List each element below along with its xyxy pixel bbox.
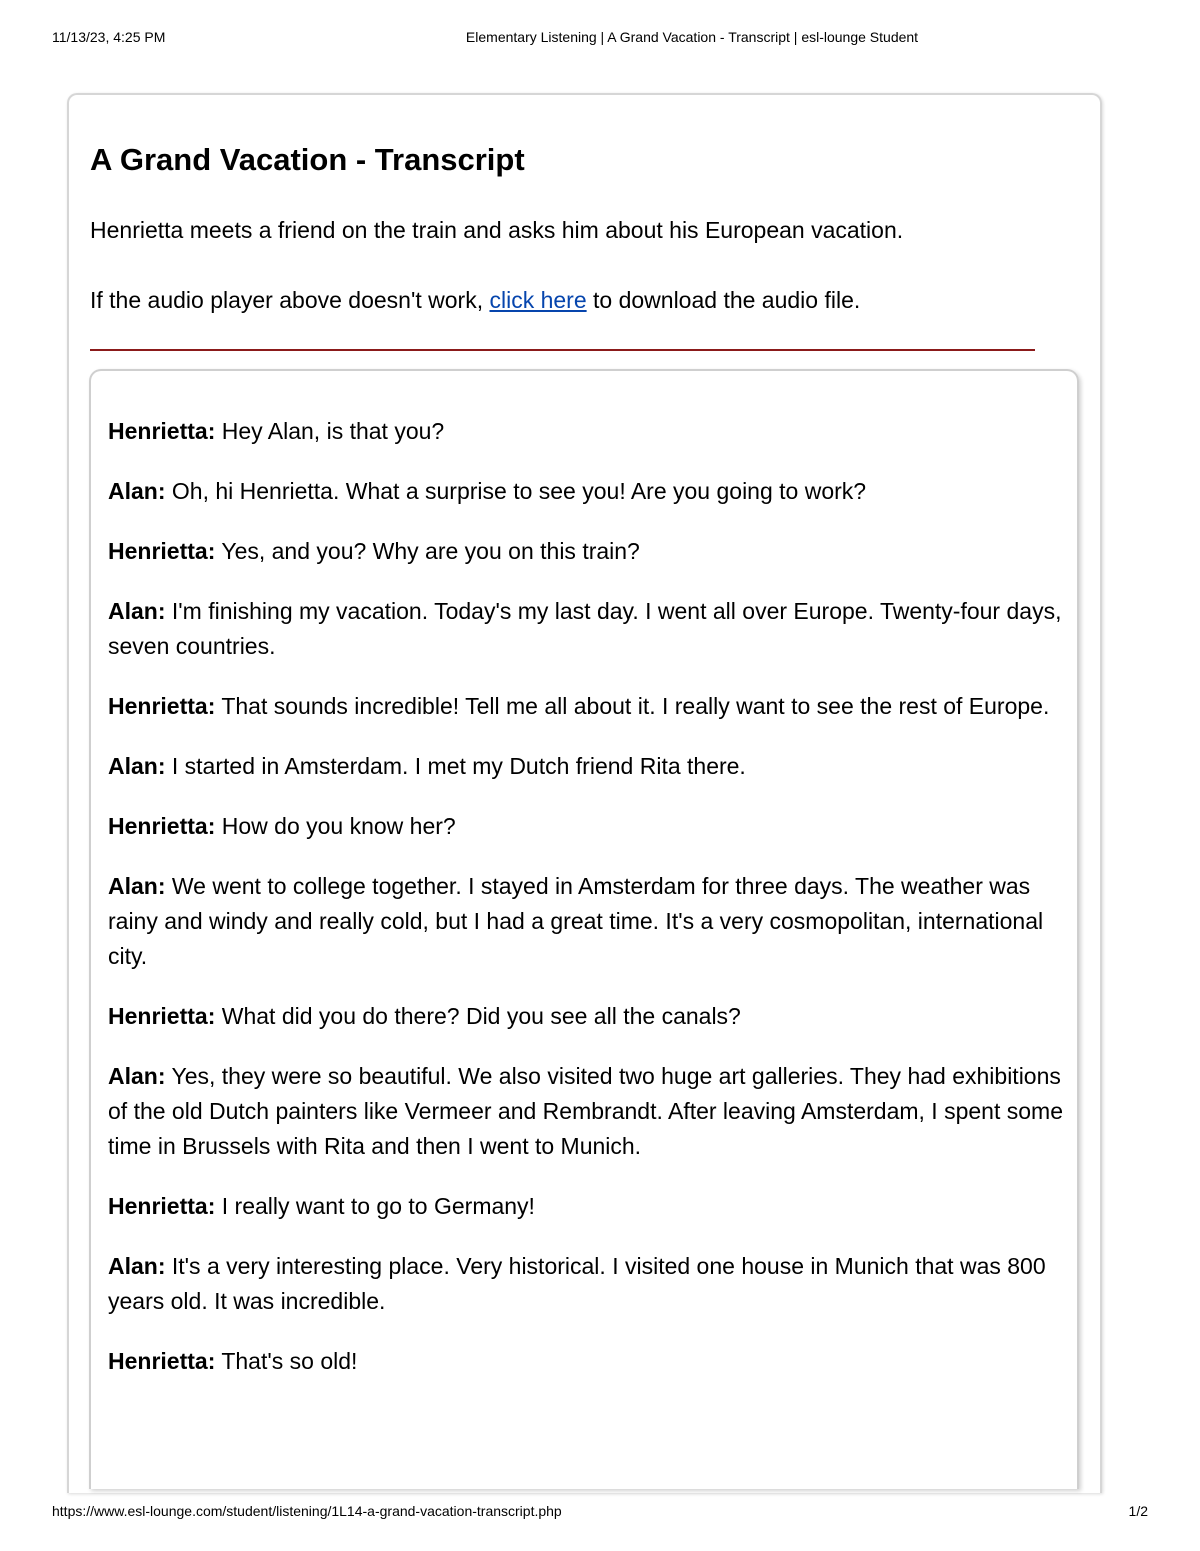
download-audio-link[interactable]: click here (489, 287, 587, 313)
speaker-name: Alan: (108, 753, 166, 779)
page-number: 1/2 (1128, 1503, 1148, 1519)
transcript-line (108, 414, 1066, 449)
transcript (108, 414, 1066, 1404)
transcript-line (108, 869, 1066, 974)
transcript-line (108, 809, 1066, 844)
transcript-line (108, 1249, 1066, 1319)
line-text: That's so old! (215, 1348, 358, 1374)
transcript-line (108, 534, 1066, 569)
print-document-title: Elementary Listening | A Grand Vacation - Transcript | esl-lounge Student (465, 29, 919, 45)
transcript-line (108, 999, 1066, 1034)
transcript-line (108, 594, 1066, 664)
speaker-name: Henrietta: (108, 538, 216, 564)
line-text: I started in Amsterdam. I met my Dutch friend Rita there. (165, 753, 746, 779)
transcript-line (108, 1189, 1066, 1224)
speaker-name: Alan: (108, 873, 166, 899)
speaker-name: Henrietta: (108, 1003, 216, 1029)
line-text: I'm finishing my vacation. Today's my last day. I went all over Europe. Twenty-four days, seven countries. (108, 598, 1062, 659)
transcript-line (108, 1059, 1066, 1164)
page-url: https://www.esl-lounge.com/student/listening/1L14-a-grand-vacation-transcript.php (52, 1503, 562, 1519)
intro-text: Henrietta meets a friend on the train and asks him about his European vacation. (90, 217, 904, 243)
speaker-name: Alan: (108, 478, 166, 504)
line-text: I really want to go to Germany! (215, 1193, 535, 1219)
print-footer (0, 1503, 1200, 1523)
print-date: 11/13/23, 4:25 PM (52, 29, 166, 45)
line-text: What did you do there? Did you see all the canals? (215, 1003, 741, 1029)
speaker-name: Alan: (108, 598, 166, 624)
audio-note (90, 285, 860, 315)
speaker-name: Henrietta: (108, 418, 216, 444)
line-text: Oh, hi Henrietta. What a surprise to see you! Are you going to work? (165, 478, 867, 504)
speaker-name: Alan: (108, 1063, 166, 1089)
line-text: That sounds incredible! Tell me all about it. I really want to see the rest of Europe. (215, 693, 1050, 719)
line-text: Hey Alan, is that you? (215, 418, 445, 444)
line-text: We went to college together. I stayed in Amsterdam for three days. The weather was rainy and windy and really cold, but I had a great time. It's a very cosmopolitan, international city. (108, 873, 1044, 969)
page-title: A Grand Vacation - Transcript (90, 142, 525, 177)
speaker-name: Henrietta: (108, 1348, 216, 1374)
transcript-line (108, 749, 1066, 784)
transcript-line (108, 689, 1066, 724)
divider (90, 349, 1035, 351)
speaker-name: Henrietta: (108, 693, 216, 719)
transcript-line (108, 1344, 1066, 1379)
speaker-name: Henrietta: (108, 813, 216, 839)
print-header (0, 29, 1200, 49)
line-text: It's a very interesting place. Very historical. I visited one house in Munich that was 800 years old. It was incredible. (108, 1253, 1046, 1314)
speaker-name: Alan: (108, 1253, 166, 1279)
audio-note-after: to download the audio file. (586, 287, 861, 313)
line-text: How do you know her? (215, 813, 456, 839)
speaker-name: Henrietta: (108, 1193, 216, 1219)
audio-note-before: If the audio player above doesn't work, (90, 287, 490, 313)
line-text: Yes, they were so beautiful. We also visited two huge art galleries. They had exhibitions of the old Dutch painters like Vermeer and Rembrandt. After leaving Amsterdam, I spent some time in Brussels with Rita and then I went to Munich. (108, 1063, 1063, 1159)
transcript-line (108, 474, 1066, 509)
line-text: Yes, and you? Why are you on this train? (215, 538, 640, 564)
